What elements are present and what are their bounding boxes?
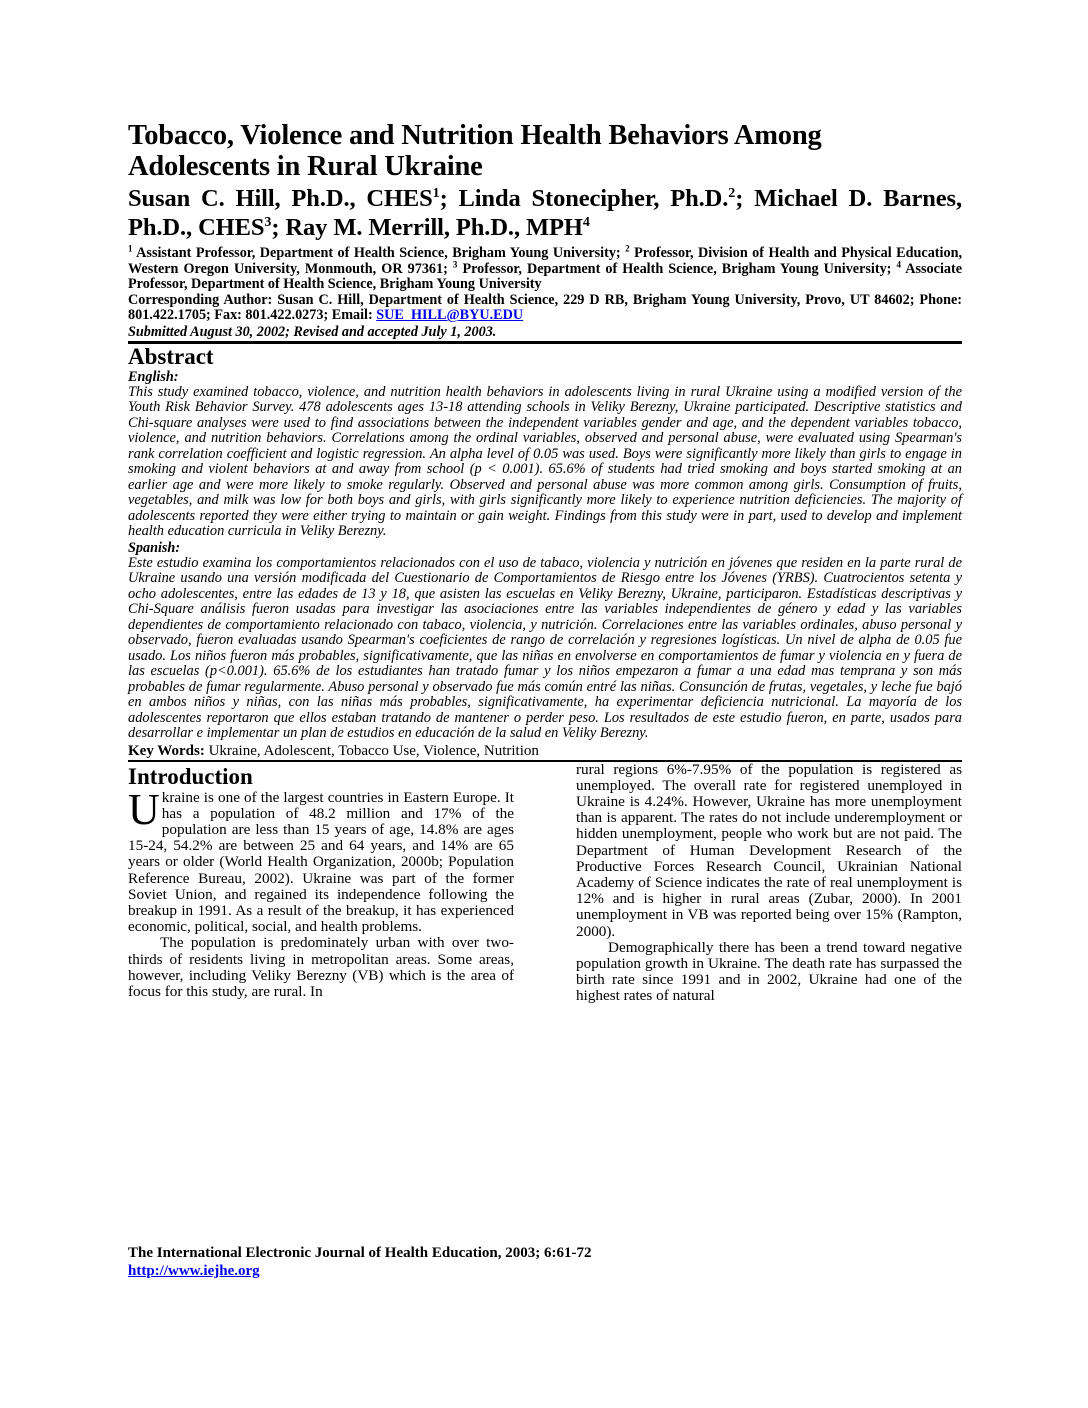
intro-paragraph-3: rural regions 6%-7.95% of the population is registered as unemployed. The overall rate for registered unemployed in Ukraine is 4.24%. However, Ukraine has more unemployment than is apparent. The rates do not include underemployment or hidden unemployment, people who work but are not paid. The Department of Human Development Research of the Productive Forces Research Council, Ukrainian National Academy of Science indicates the rate of real unemployment is 12% and is higher in rural areas (Zubar, 2000). In 2001 unemployment in VB was reported being over 15% (Rampton, 2000). <box>576 760 962 940</box>
abstract-heading: Abstract <box>128 343 214 369</box>
affil-4: Associate Professor, Department of Health Science, Brigham Young University <box>128 260 962 292</box>
corresponding-author <box>128 293 962 324</box>
keywords-text: Ukraine, Adolescent, Tobacco Use, Violence, Nutrition <box>204 742 539 759</box>
author-1: Susan C. Hill, Ph.D., CHES <box>128 185 433 212</box>
email-link[interactable]: SUE_HILL@BYU.EDU <box>376 307 524 323</box>
author-4: ; Ray M. Merrill, Ph.D., MPH <box>271 214 583 241</box>
right-column <box>576 762 962 1005</box>
author-2-sup: 2 <box>728 185 736 201</box>
drop-cap: U <box>128 784 160 834</box>
affil-3: Professor, Department of Health Science, Brigham Young University; <box>457 260 897 277</box>
affil-sup-3: 3 <box>452 258 458 269</box>
left-column <box>128 762 514 1001</box>
affil-sup-4: 4 <box>896 258 901 269</box>
title-line-2: Adolescents in Rural Ukraine <box>128 151 483 182</box>
author-3: ; Michael D. Barnes, Ph.D., CHES <box>128 185 963 241</box>
body-columns <box>128 762 962 1072</box>
spanish-label: Spanish: <box>128 539 181 556</box>
keywords <box>128 743 962 759</box>
english-abstract: This study examined tobacco, violence, and nutrition health behaviors in adolescents living in rural Ukraine using a modified version of the Youth Risk Behavior Survey. 478 adolescents ages 13-18 attending schools in Veliky Berezny, Ukraine participated. Descriptive statistics and Chi-square analyses were used to find associations between the independent variables gender and age, and the dependent variables tobacco, violence, and nutrition behaviors. Correlations among the ordinal variables, observed and personal abuse, were evaluated using Spearman's rank correlation coefficient and logistic regression. An alpha level of 0.05 was used. Boys were significantly more likely than girls to engage in smoking and violent behaviors at and away from school (p < 0.001). 65.6% of students had tried smoking and boys started smoking at an earlier age and were more likely to smoke regularly. Observed and personal abuse was more common among girls. Consumption of fruits, vegetables, and milk was low for both boys and girls, with girls significantly more likely to experience nutrition deficiencies. The majority of adolescents reported they were either trying to maintain or gain weight. Findings from this study were in part, used to develop and implement health education curricula in Veliky Berezny. <box>128 383 962 539</box>
intro-paragraph-2: The population is predominately urban with over two-thirds of residents living in metropolitan areas. Some areas, however, including Veliky Berezny (VB) which is the area of focus for this study, are rural. In <box>128 934 514 1000</box>
page-footer <box>128 1244 591 1280</box>
affil-sup-1: 1 <box>128 243 133 254</box>
submission-dates: Submitted August 30, 2002; Revised and accepted July 1, 2003. <box>128 323 497 340</box>
english-label: English: <box>128 368 179 385</box>
paper-title <box>128 120 962 182</box>
intro-paragraph-1-text: kraine is one of the largest countries in Eastern Europe. It has a population of 48.2 million and 17% of the population are less than 15 years of age, 14.8% are ages 15-24, 54.2% are between 25 and 64 years, and 14% are 65 years or older (World Health Organization, 2000b; Population Reference Bureau, 2002). Ukraine was part of the former Soviet Union, and regained its independence following the breakup in 1991. As a result of the breakup, it has experienced economic, political, social, and health problems. <box>128 788 514 936</box>
author-list <box>128 184 962 242</box>
affil-sup-2: 2 <box>625 243 630 254</box>
affiliations <box>128 243 963 293</box>
affil-1: Assistant Professor, Department of Health Science, Brigham Young University; <box>132 245 626 261</box>
author-2: ; Linda Stonecipher, Ph.D. <box>439 185 729 212</box>
affil-2: Professor, Division of Health and Physical Education, Western Oregon University, Monmouth, OR 97361; <box>128 245 963 277</box>
journal-citation: The International Electronic Journal of Health Education, 2003; 6:61-72 <box>128 1245 592 1261</box>
journal-url-link[interactable]: http://www.iejhe.org <box>128 1263 260 1279</box>
keywords-label: Key Words: <box>128 742 205 759</box>
title-line-1: Tobacco, Violence and Nutrition Health Behaviors Among <box>128 120 822 151</box>
intro-paragraph-1 <box>128 784 514 936</box>
intro-paragraph-4: Demographically there has been a trend toward negative population growth in Ukraine. The death rate has surpassed the birth rate since 1991 and in 2002, Ukraine had one of the highest rates of natural <box>576 938 962 1005</box>
paper-page <box>128 120 962 1072</box>
spanish-abstract: Este estudio examina los comportamientos relacionados con el uso de tabaco, violencia y nutrición en jóvenes que residen en la parte rural de Ukraine usando una versión modificada del Cuestionario de Comportamientos de Riesgo entre los Jóvenes (YRBS). Cuatrocientos setenta y ocho adolescentes, entre las edades de 13 y 18, que asisten las escuelas en Veliky Berezny, Ukraine, participaron. Estadísticas descriptivas y Chi-Square análisis fueron usadas para investigar las asociaciones entre las variables independientes de género y edad y las variables dependientes de comportamiento relacionado con tabaco, violencia, y nutrición. Correlaciones entre las variables ordinales, abuso personal y observado, fueron evaluadas usando Spearman's coeficientes de rango de correlación y regresiones logísticas. Un nivel de alpha de 0.05 fue usado. Los niños fueron más probables, significativamente, que las niñas en envolverse en comportamientos de fumar y violencia en y fuera de las escuelas (p<0.001). 65.6% de los estudiantes han tratado fumar y los niños empezaron a fumar a una edad mas temprana y son más probables de fumar regularmente. Abuso personal y observado fue más común entré las niñas. Consunción de frutas, vegetales, y leche fue bajó en ambos niños y niñas, con las niñas más probables, significativamente, ha experimentar deficiencia nutricional. La mayoría de los adolescentes reportaron que ellos estaban tratando de mantener o perder peso. Los resultados de este estudio fueron, en parte, usados para desarrollar e implementar un plan de estudios en educación de la salud en Veliky Berezny. <box>128 554 962 741</box>
author-1-sup: 1 <box>432 185 440 201</box>
corresponding-text: Corresponding Author: Susan C. Hill, Department of Health Science, 229 D RB, Brigham Young University, Provo, UT 84602; Phone: 801.422.1705; Fax: 801.422.0273; Email: <box>128 291 962 323</box>
author-3-sup: 3 <box>264 214 272 230</box>
introduction-heading: Introduction <box>128 763 253 789</box>
author-4-sup: 4 <box>582 214 590 230</box>
